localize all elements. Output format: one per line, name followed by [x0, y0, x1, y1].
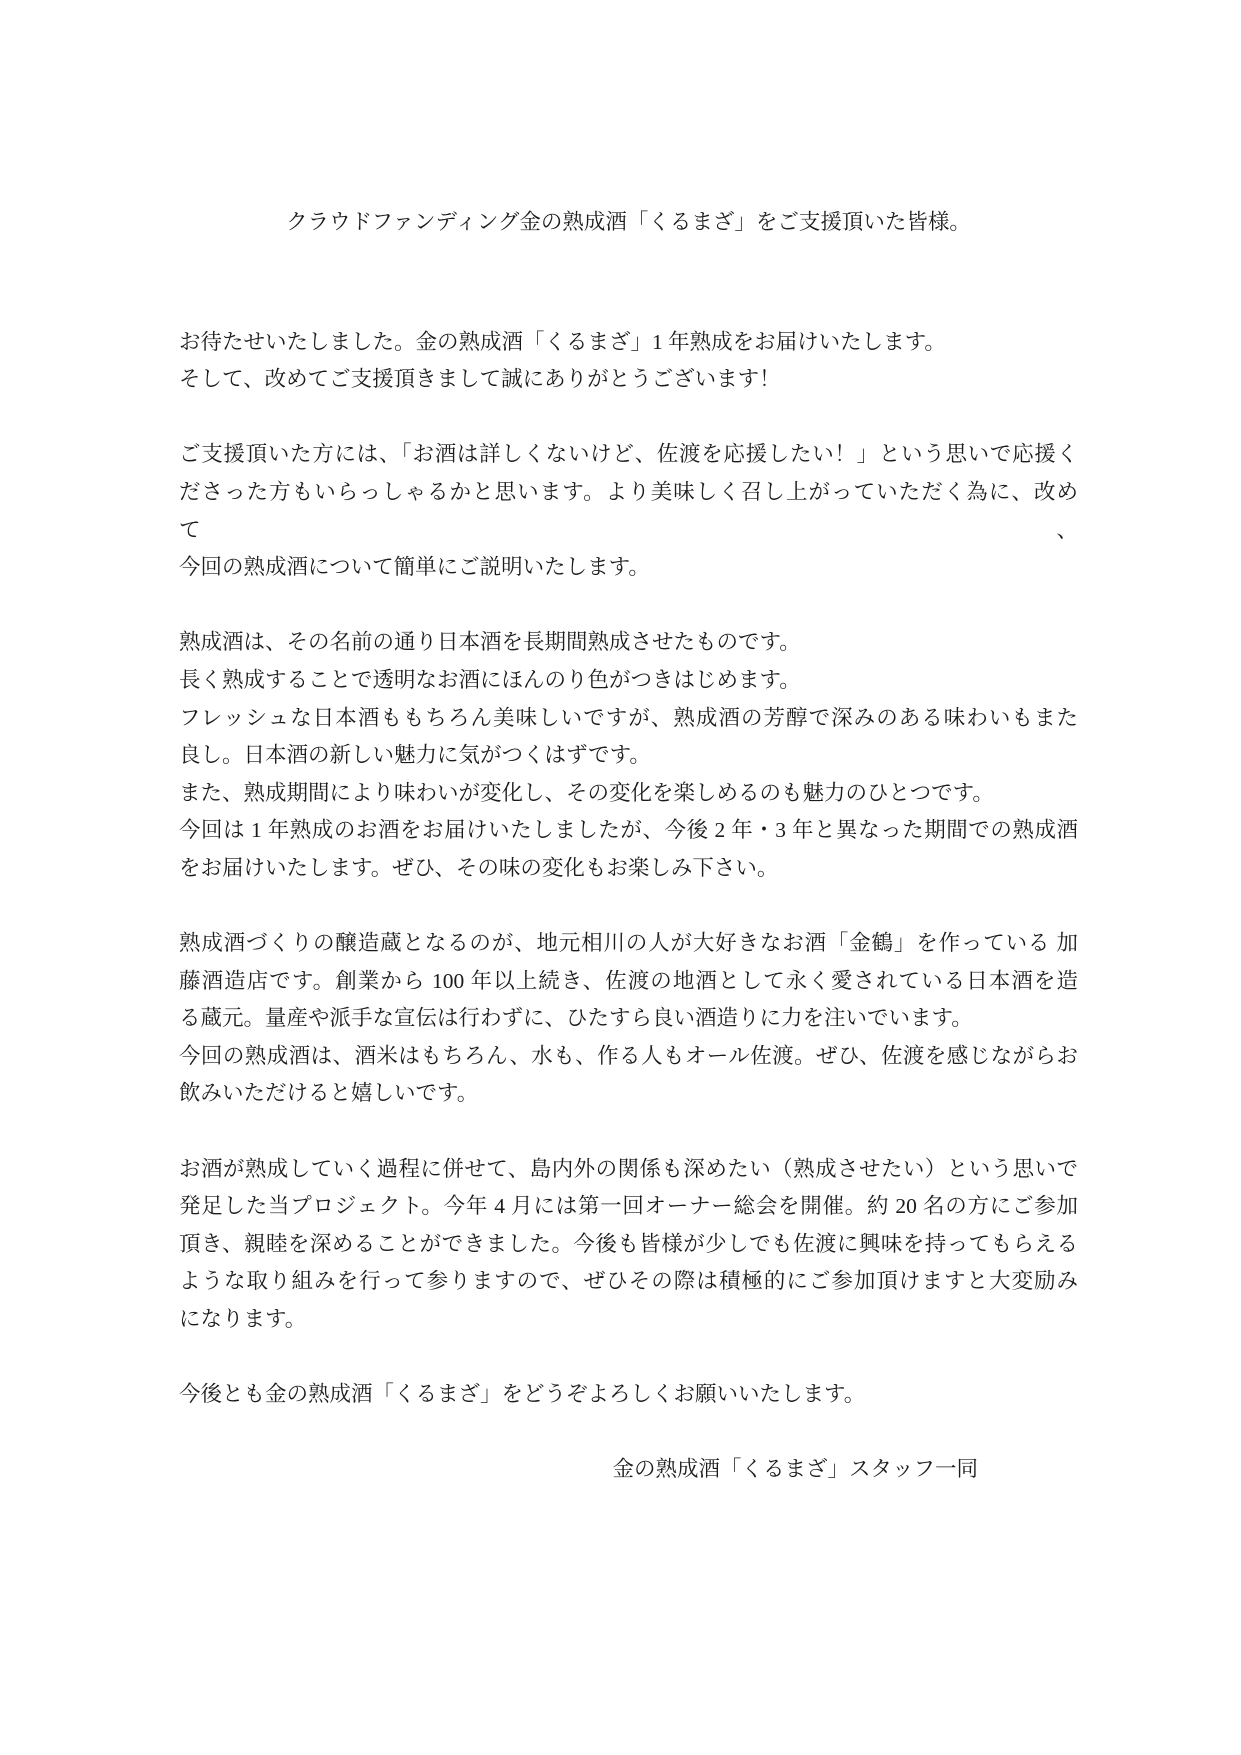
paragraph-line: 長く熟成することで透明なお酒にほんのり色がつきはじめます。: [179, 667, 801, 692]
paragraph-line: 藤酒造店です。創業から 100 年以上続き、佐渡の地酒として永く愛されている日本酒を造: [179, 968, 1078, 993]
paragraph-line: る蔵元。量産や派手な宣伝は行わずに、ひたすら良い酒造りに力を注いでいます。: [179, 1006, 973, 1031]
paragraph-line: フレッシュな日本酒ももちろん美味しいですが、熟成酒の芳醇で深みのある味わいもまた: [179, 705, 1078, 730]
paragraph-line: そして、改めてご支援頂きまして誠にありがとうございます！: [179, 367, 781, 392]
paragraph-line: 発足した当プロジェクト。今年 4 月には第一回オーナー総会を開催。約 20 名の方にご参加: [179, 1194, 1078, 1219]
closing-signature: 金の熟成酒「くるまざ」スタッフ一同: [612, 1457, 978, 1482]
paragraph-line: 今回は 1 年熟成のお酒をお届けいたしましたが、今後 2 年・3 年と異なった期間での熟成酒: [179, 818, 1078, 843]
paragraph-line: 熟成酒づくりの醸造蔵となるのが、地元相川の人が大好きなお酒「金鶴」を作っている 加: [179, 931, 1078, 956]
paragraph-support-thanks: [179, 436, 1078, 586]
document-title: クラウドファンディング金の熟成酒「くるまざ」をご支援頂いた皆様。: [286, 210, 971, 234]
paragraph-line: ご支援頂いた方には、「お酒は詳しくないけど、佐渡を応援したい！」という思いで応援く: [179, 442, 1078, 467]
paragraph-aged-sake-explanation: [179, 624, 1078, 887]
paragraph-line: 頂き、親睦を深めることができました。今後も皆様が少しでも佐渡に興味を持ってもらえる: [179, 1231, 1078, 1256]
paragraph-greeting: [179, 324, 1078, 399]
paragraph-line: また、熟成期間により味わいが変化し、その変化を楽しめるのも魅力のひとつです。: [179, 780, 994, 805]
paragraph-line: をお届けいたします。ぜひ、その味の変化もお楽しみ下さい。: [179, 855, 779, 880]
paragraph-brewery-introduction: [179, 925, 1078, 1113]
paragraph-line: 良し。日本酒の新しい魅力に気がつくはずです。: [179, 743, 651, 768]
paragraph-line: になります。: [179, 1307, 307, 1332]
paragraph-line: 飲みいただけると嬉しいです。: [179, 1081, 479, 1106]
paragraph-final-greeting: [179, 1376, 1078, 1414]
paragraph-line: ような取り組みを行って参りますので、ぜひその際は積極的にご参加頂けますと大変励み: [179, 1269, 1078, 1294]
paragraph-line: お酒が熟成していく過程に併せて、島内外の関係も深めたい（熟成させたい）という思いで: [179, 1156, 1078, 1181]
paragraph-line: ださった方もいらっしゃるかと思います。より美味しく召し上がっていただく為に、改めて、: [179, 479, 1078, 542]
paragraph-line: 今回の熟成酒は、酒米はもちろん、水も、作る人もオール佐渡。ぜひ、佐渡を感じながらお: [179, 1043, 1078, 1068]
paragraph-line: 今回の熟成酒について簡単にご説明いたします。: [179, 555, 650, 580]
paragraph-line: お待たせいたしました。金の熟成酒「くるまざ」1 年熟成をお届けいたします。: [179, 329, 946, 354]
paragraph-line: 熟成酒は、その名前の通り日本酒を長期間熟成させたものです。: [179, 630, 801, 655]
paragraph-line: 今後とも金の熟成酒「くるまざ」をどうぞよろしくお願いいたします。: [179, 1382, 866, 1407]
paragraph-project-update: [179, 1151, 1078, 1339]
